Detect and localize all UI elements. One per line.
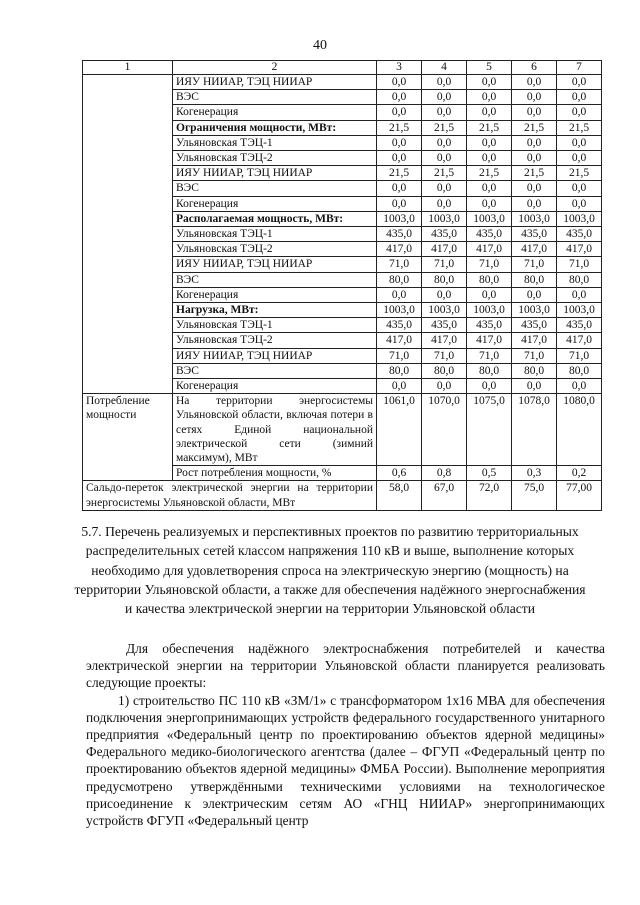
body-text: [86, 640, 605, 829]
table-cell-value: 0,0: [467, 75, 512, 90]
table-cell-value: 0,0: [422, 90, 467, 105]
row-label: ВЭС: [173, 363, 377, 378]
table-cell-value: 71,0: [557, 257, 602, 272]
table-cell-value: 0,0: [512, 90, 557, 105]
column-header: 3: [377, 61, 422, 75]
column-header: 6: [512, 61, 557, 75]
table-cell-value: 0,0: [557, 151, 602, 166]
table-cell-value: 77,00: [557, 481, 602, 510]
table-cell-value: 21,5: [377, 120, 422, 135]
table-cell-value: 0,0: [422, 105, 467, 120]
table-cell-value: 21,5: [557, 166, 602, 181]
table-row: [83, 75, 602, 90]
table-cell-value: 435,0: [557, 227, 602, 242]
table-cell-value: 1003,0: [467, 211, 512, 226]
table-cell-value: 1003,0: [467, 303, 512, 318]
table-cell-value: 21,5: [467, 120, 512, 135]
intro-paragraph: Для обеспечения надёжного электроснабжения потребителей и качества электрической энергии на территории Ульяновской области планируется реализовать следующие проекты:: [86, 641, 605, 691]
table-cell-value: 80,0: [377, 363, 422, 378]
table-cell-value: 417,0: [467, 333, 512, 348]
table-cell-value: 435,0: [512, 318, 557, 333]
row-label: Ульяновская ТЭЦ-2: [173, 242, 377, 257]
table-cell-value: 435,0: [557, 318, 602, 333]
table-cell-value: 1070,0: [422, 394, 467, 466]
column-header: 5: [467, 61, 512, 75]
table-cell-value: 0,0: [557, 379, 602, 394]
table-cell-value: 0,0: [377, 181, 422, 196]
row-label: Ульяновская ТЭЦ-2: [173, 151, 377, 166]
table-cell-value: 80,0: [467, 363, 512, 378]
table-row: [83, 394, 602, 466]
table-cell-value: 72,0: [467, 481, 512, 510]
table-cell-value: 0,0: [467, 90, 512, 105]
table-cell-value: 71,0: [512, 348, 557, 363]
table-cell-value: 0,0: [422, 181, 467, 196]
table-cell-value: 435,0: [377, 227, 422, 242]
table-cell-value: 0,8: [422, 466, 467, 481]
table-cell-value: 0,0: [422, 151, 467, 166]
table-cell-value: 80,0: [467, 272, 512, 287]
table-cell-value: 417,0: [557, 242, 602, 257]
table-cell-value: 1003,0: [512, 211, 557, 226]
table-cell-value: 0,0: [557, 287, 602, 302]
table-cell-value: 1003,0: [557, 211, 602, 226]
row-label: Сальдо-переток электрической энергии на территории энергосистемы Ульяновской области, МВт: [83, 481, 377, 510]
row-label: ИЯУ НИИАР, ТЭЦ НИИАР: [173, 166, 377, 181]
table-cell-value: 417,0: [512, 242, 557, 257]
table-cell-value: 0,3: [512, 466, 557, 481]
table-cell-value: 80,0: [377, 272, 422, 287]
column-header: 2: [173, 61, 377, 75]
table-cell-value: 0,0: [512, 151, 557, 166]
table-cell-value: 71,0: [557, 348, 602, 363]
table-cell-value: 0,0: [377, 75, 422, 90]
table-cell-value: 58,0: [377, 481, 422, 510]
table-cell-value: 417,0: [422, 242, 467, 257]
table-cell-value: 71,0: [512, 257, 557, 272]
table-cell-value: 0,0: [512, 287, 557, 302]
table-cell-value: 435,0: [422, 227, 467, 242]
table-cell-value: 80,0: [557, 363, 602, 378]
row-label: Ульяновская ТЭЦ-1: [173, 135, 377, 150]
column-header: 1: [83, 61, 173, 75]
table-cell-value: 0,0: [377, 105, 422, 120]
table-cell-value: 1003,0: [557, 303, 602, 318]
table-cell-value: 80,0: [422, 272, 467, 287]
table-cell-value: 71,0: [377, 348, 422, 363]
table-cell-value: 0,0: [512, 181, 557, 196]
table-cell-value: 80,0: [512, 272, 557, 287]
table-cell-value: 0,0: [377, 135, 422, 150]
table-cell-value: 0,0: [557, 75, 602, 90]
table-cell-value: 1061,0: [377, 394, 422, 466]
table-cell-value: 417,0: [422, 333, 467, 348]
table-row: [83, 481, 602, 510]
group-cell-empty: [83, 75, 173, 394]
table-cell-value: 435,0: [512, 227, 557, 242]
table-cell-value: 0,0: [512, 196, 557, 211]
table-cell-value: 1080,0: [557, 394, 602, 466]
table-cell-value: 0,5: [467, 466, 512, 481]
table-cell-value: 0,0: [467, 181, 512, 196]
table-cell-value: 0,6: [377, 466, 422, 481]
table-cell-value: 0,0: [422, 75, 467, 90]
table-cell-value: 0,0: [377, 90, 422, 105]
table-cell-value: 1003,0: [422, 303, 467, 318]
table-cell-value: 80,0: [512, 363, 557, 378]
table-cell-value: 1078,0: [512, 394, 557, 466]
table-cell-value: 417,0: [467, 242, 512, 257]
row-label: Рост потребления мощности, %: [173, 466, 377, 481]
table-cell-value: 0,0: [467, 379, 512, 394]
row-label: ВЭС: [173, 272, 377, 287]
row-label: ИЯУ НИИАР, ТЭЦ НИИАР: [173, 75, 377, 90]
table-cell-value: 0,0: [557, 196, 602, 211]
table-cell-value: 67,0: [422, 481, 467, 510]
table-cell-value: 0,2: [557, 466, 602, 481]
table-cell-value: 71,0: [467, 348, 512, 363]
table-cell-value: 435,0: [377, 318, 422, 333]
table-cell-value: 0,0: [377, 196, 422, 211]
table-cell-value: 0,0: [467, 135, 512, 150]
table-cell-value: 80,0: [422, 363, 467, 378]
row-label: ВЭС: [173, 181, 377, 196]
row-label: Нагрузка, МВт:: [173, 303, 377, 318]
table-cell-value: 417,0: [512, 333, 557, 348]
table-cell-value: 0,0: [467, 287, 512, 302]
row-label: Когенерация: [173, 105, 377, 120]
table-cell-value: 0,0: [422, 287, 467, 302]
power-balance-table: [82, 60, 602, 511]
row-label: ВЭС: [173, 90, 377, 105]
table-cell-value: 0,0: [557, 181, 602, 196]
table-cell-value: 1075,0: [467, 394, 512, 466]
table-cell-value: 80,0: [557, 272, 602, 287]
row-label: Ульяновская ТЭЦ-1: [173, 227, 377, 242]
row-label: Когенерация: [173, 287, 377, 302]
table-cell-value: 71,0: [422, 257, 467, 272]
table-cell-value: 0,0: [467, 151, 512, 166]
table-cell-value: 0,0: [377, 287, 422, 302]
table-cell-value: 0,0: [422, 379, 467, 394]
table-cell-value: 1003,0: [377, 211, 422, 226]
table-cell-value: 21,5: [557, 120, 602, 135]
table-cell-value: 0,0: [377, 379, 422, 394]
row-label: Когенерация: [173, 196, 377, 211]
table-cell-value: 0,0: [557, 135, 602, 150]
row-label: ИЯУ НИИАР, ТЭЦ НИИАР: [173, 348, 377, 363]
table-cell-value: 71,0: [422, 348, 467, 363]
table-cell-value: 21,5: [422, 120, 467, 135]
table-cell-value: 417,0: [377, 333, 422, 348]
group-label-consumption: Потребление мощности: [83, 394, 173, 481]
table-cell-value: 0,0: [422, 135, 467, 150]
table-cell-value: 21,5: [377, 166, 422, 181]
row-label: ИЯУ НИИАР, ТЭЦ НИИАР: [173, 257, 377, 272]
column-header: 4: [422, 61, 467, 75]
table-cell-value: 435,0: [467, 318, 512, 333]
table-cell-value: 0,0: [557, 105, 602, 120]
row-label: Ульяновская ТЭЦ-2: [173, 333, 377, 348]
table-cell-value: 71,0: [467, 257, 512, 272]
table-body: [83, 75, 602, 511]
table-cell-value: 21,5: [422, 166, 467, 181]
project-paragraph: 1) строительство ПС 110 кВ «ЗМ/1» с трансформатором 1х16 МВА для обеспечения подключения энергопринимающих устройств федерального государственного унитарного предприятия «Федеральный центр по проектированию объектов ядерной медицины» Федерального медико-биологического агентства (далее – ФГУП «Федеральный центр по проектированию объектов ядерной медицины» ФМБА России). Выполнение мероприятия предусмотрено утверждёнными техническими условиями на технологическое присоединение к электрическим сетям АО «ГНЦ НИИАР» энергопринимающих устройств ФГУП «Федеральный центр: [86, 692, 605, 829]
table-cell-value: 1003,0: [422, 211, 467, 226]
row-label: Ограничения мощности, МВт:: [173, 120, 377, 135]
table-cell-value: 0,0: [557, 90, 602, 105]
table-cell-value: 1003,0: [377, 303, 422, 318]
table-cell-value: 0,0: [512, 135, 557, 150]
table-cell-value: 0,0: [512, 75, 557, 90]
row-label: Когенерация: [173, 379, 377, 394]
table-cell-value: 417,0: [377, 242, 422, 257]
table-cell-value: 0,0: [512, 379, 557, 394]
table-cell-value: 0,0: [377, 151, 422, 166]
table-cell-value: 0,0: [467, 196, 512, 211]
row-label: На территории энергосистемы Ульяновской области, включая потери в сетях Единой национальной электрической сети (зимний максимум), МВт: [173, 394, 377, 466]
section-title: 5.7. Перечень реализуемых и перспективных проектов по развитию территориальных распределительных сетей классом напряжения 110 кВ и выше, выполнение которых необходимо для удовлетворения спроса на электрическую энергию (мощность) на территории Ульяновской области, а также для обеспечения надёжного энергоснабжения и качества электрической энергии на территории Ульяновской области: [74, 524, 586, 617]
page-number: 40: [313, 38, 327, 53]
table-cell-value: 75,0: [512, 481, 557, 510]
table-cell-value: 71,0: [377, 257, 422, 272]
table-cell-value: 0,0: [512, 105, 557, 120]
table-cell-value: 0,0: [467, 105, 512, 120]
table-cell-value: 21,5: [512, 166, 557, 181]
table-cell-value: 435,0: [467, 227, 512, 242]
table-cell-value: 1003,0: [512, 303, 557, 318]
row-label: Располагаемая мощность, МВт:: [173, 211, 377, 226]
row-label: Ульяновская ТЭЦ-1: [173, 318, 377, 333]
table-cell-value: 21,5: [467, 166, 512, 181]
table-cell-value: 417,0: [557, 333, 602, 348]
table-cell-value: 0,0: [422, 196, 467, 211]
table-cell-value: 21,5: [512, 120, 557, 135]
table-header: [83, 61, 602, 75]
column-header: 7: [557, 61, 602, 75]
table-cell-value: 435,0: [422, 318, 467, 333]
